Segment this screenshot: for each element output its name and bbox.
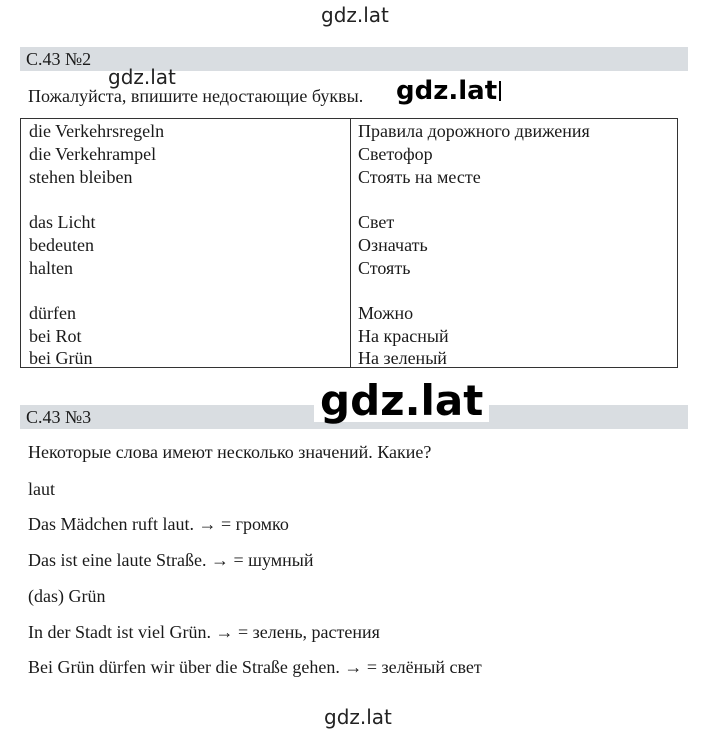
table-row-de: halten: [29, 258, 73, 278]
watermark-small: gdz.lat: [108, 65, 176, 89]
example-sentence: In der Stadt ist viel Grün. → = зелень, растения: [28, 622, 380, 642]
table-row-de: die Verkehrsregeln: [29, 121, 165, 141]
table-row-ru: Светофор: [358, 144, 433, 164]
example-sentence: Bei Grün dürfen wir über die Straße gehen. → = зелёный свет: [28, 657, 482, 677]
table-row-de: das Licht: [29, 212, 96, 232]
table-column-divider: [350, 119, 351, 367]
watermark-bold-inline: gdz.lat: [396, 78, 501, 104]
text-cursor: [499, 81, 501, 101]
table-row-ru: Стоять на месте: [358, 167, 481, 187]
table-row-ru: Стоять: [358, 258, 411, 278]
vocabulary-table: [20, 118, 678, 368]
section-title: С.43 №3: [26, 407, 92, 427]
section-title: С.43 №2: [26, 49, 92, 69]
watermark-bottom: gdz.lat: [324, 705, 392, 729]
question-text: Некоторые слова имеют несколько значений. Какие?: [28, 442, 432, 462]
watermark-big: gdz.lat: [314, 380, 489, 422]
example-sentence: Das Mädchen ruft laut. → = громко: [28, 514, 289, 534]
watermark-top: gdz.lat: [321, 3, 389, 27]
table-row-de: bei Grün: [29, 348, 93, 368]
table-row-de: bei Rot: [29, 326, 82, 346]
word-heading: (das) Grün: [28, 586, 106, 606]
table-row-de: die Verkehrampel: [29, 144, 157, 164]
word-heading: laut: [28, 479, 55, 499]
instruction-text: Пожалуйста, впишите недостающие буквы.: [28, 86, 364, 106]
table-row-ru: Правила дорожного движения: [358, 121, 590, 141]
table-row-de: dürfen: [29, 303, 76, 323]
table-row-de: bedeuten: [29, 235, 94, 255]
table-row-ru: Свет: [358, 212, 395, 232]
example-sentence: Das ist eine laute Straße. → = шумный: [28, 550, 314, 570]
table-row-ru: Можно: [358, 303, 414, 323]
table-row-ru: На зеленый: [358, 348, 447, 368]
table-row-ru: Означать: [358, 235, 428, 255]
table-row-ru: На красный: [358, 326, 449, 346]
table-row-de: stehen bleiben: [29, 167, 133, 187]
